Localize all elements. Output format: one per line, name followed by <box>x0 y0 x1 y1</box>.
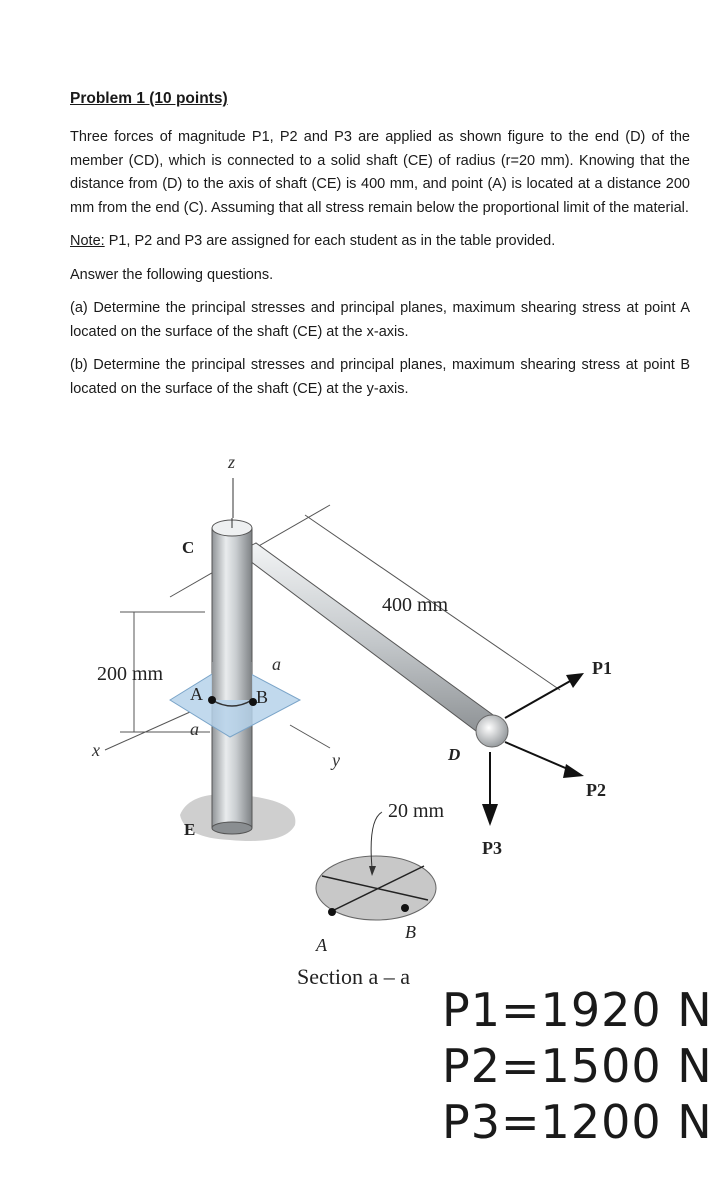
p2-value: P2=1500 N <box>442 1039 713 1093</box>
shaft-upper-overlap <box>212 662 252 700</box>
label-p1: P1 <box>592 658 612 678</box>
label-p3: P3 <box>482 838 502 858</box>
p1-arrow-shaft <box>505 680 572 718</box>
x-axis <box>105 712 190 750</box>
p1-value: P1=1920 N <box>442 983 713 1037</box>
question-b: (b) Determine the principal stresses and principal planes, maximum shearing stress at point B located on the surface of the shaft (CE) at the y-axis. <box>70 357 690 397</box>
problem-title: Problem 1 (10 points) <box>70 90 228 107</box>
instruction-text: Answer the following questions. <box>70 266 274 283</box>
problem-document <box>70 90 690 411</box>
section-point-a <box>328 908 336 916</box>
label-d: D <box>448 745 461 764</box>
label-x: x <box>92 740 100 760</box>
assigned-values <box>442 982 713 1150</box>
problem-intro: Three forces of magnitude P1, P2 and P3 are applied as shown figure to the end (D) of the member (CD), which is connected to a solid shaft (CE) of radius (r=20 mm). Knowing that the distance from (D) to the axis of shaft (CE) is 400 mm, and point (A) is located at a distance 200 mm from the end (C). Assuming that all stress remain below the proportional limit of the material. <box>70 129 690 216</box>
question-a: (a) Determine the principal stresses and principal planes, maximum shearing stress at point A located on the surface of the shaft (CE) at the x-axis. <box>70 300 690 340</box>
shaft-figure <box>0 440 720 1000</box>
section-caption: Section a – a <box>297 964 411 989</box>
label-20mm: 20 mm <box>388 800 445 822</box>
p3-arrow-head <box>482 804 498 826</box>
label-200mm: 200 mm <box>97 663 164 685</box>
label-point-b: B <box>256 687 269 707</box>
label-c: C <box>182 538 195 557</box>
section-label-a: A <box>316 935 327 955</box>
label-a-top: a <box>272 654 281 674</box>
p2-arrow-shaft <box>505 742 570 770</box>
section-label-b: B <box>405 922 416 942</box>
label-point-a: A <box>190 684 203 704</box>
label-e: E <box>184 820 196 839</box>
label-p2: P2 <box>586 780 606 800</box>
label-a-bottom: a <box>190 719 199 739</box>
section-point-b <box>401 904 409 912</box>
point-a-dot <box>208 696 216 704</box>
problem-note <box>70 230 690 254</box>
shaft-bottom <box>212 822 252 834</box>
p2-arrow-head <box>563 764 584 778</box>
p1-arrow-head <box>566 673 584 688</box>
shaft-diagram <box>0 440 720 1000</box>
note-label: Note: <box>70 233 105 249</box>
label-400mm: 400 mm <box>382 594 449 616</box>
z-label: z <box>228 452 236 472</box>
ball-d <box>476 715 508 747</box>
p3-value: P3=1200 N <box>442 1095 713 1149</box>
label-y: y <box>332 750 340 770</box>
y-axis <box>290 725 330 748</box>
note-text: P1, P2 and P3 are assigned for each student as in the table provided. <box>104 233 556 249</box>
